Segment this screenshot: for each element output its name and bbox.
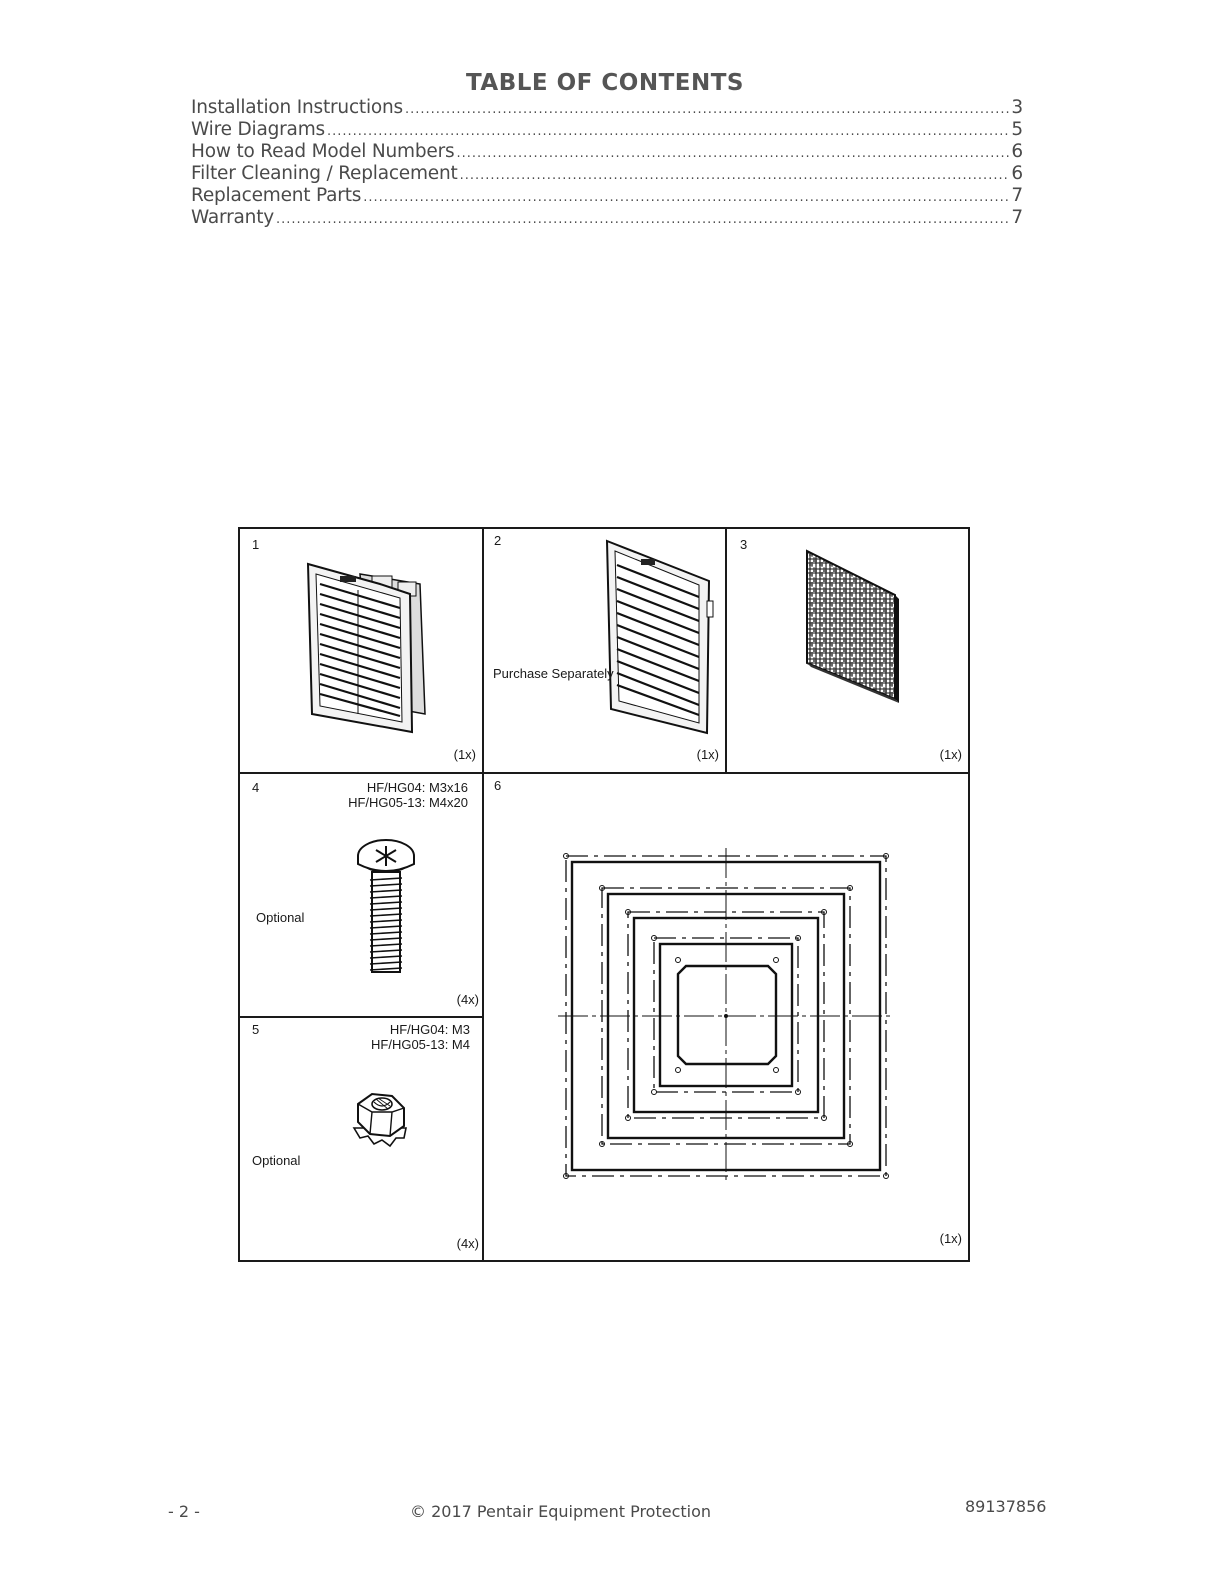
part-number: 3 [740, 537, 748, 552]
toc-entry-page: 3 [1011, 97, 1023, 118]
toc-entry-page: 6 [1011, 141, 1023, 162]
part-cell-5 [238, 1016, 484, 1262]
toc-entry-page: 7 [1011, 185, 1023, 206]
cutout-template-icon [558, 848, 894, 1184]
screw-icon [354, 838, 418, 976]
toc-leader-dots [460, 165, 1010, 187]
part-number: 5 [252, 1022, 260, 1037]
part-note: Optional [252, 1153, 301, 1168]
toc-entry[interactable] [191, 119, 1023, 141]
part-cell-4 [238, 772, 484, 1018]
toc-entry[interactable] [191, 141, 1023, 163]
part-quantity: (4x) [456, 992, 479, 1007]
part-note: Optional [256, 910, 305, 925]
toc-entry-page: 7 [1011, 207, 1023, 228]
part-cell-1 [238, 527, 484, 774]
part-spec-line: HF/HG04: M3 [389, 1022, 470, 1037]
part-cell-3 [725, 527, 970, 774]
toc-entry[interactable] [191, 97, 1023, 119]
filter-fan-icon [300, 554, 440, 734]
filter-mat-icon [803, 547, 903, 707]
table-of-contents [191, 97, 1023, 229]
part-quantity: (1x) [939, 747, 962, 762]
parts-grid [238, 527, 970, 1262]
toc-leader-dots [456, 143, 1009, 165]
toc-entry[interactable] [191, 207, 1023, 229]
toc-entry-label: Installation Instructions [191, 97, 403, 118]
toc-entry[interactable] [191, 163, 1023, 185]
copyright-text: © 2017 Pentair Equipment Protection [410, 1502, 712, 1521]
toc-entry-label: How to Read Model Numbers [191, 141, 455, 162]
part-number: 1 [252, 537, 260, 552]
toc-entry-label: Replacement Parts [191, 185, 362, 206]
toc-entry-label: Wire Diagrams [191, 119, 325, 140]
part-quantity: (4x) [456, 1236, 479, 1251]
toc-leader-dots [405, 99, 1009, 121]
part-quantity: (1x) [696, 747, 719, 762]
exhaust-grille-icon [599, 537, 719, 737]
part-number: 6 [494, 778, 502, 793]
part-spec [348, 780, 468, 810]
toc-title: TABLE OF CONTENTS [466, 70, 744, 96]
toc-leader-dots [363, 187, 1009, 209]
part-quantity: (1x) [939, 1231, 962, 1246]
part-cell-6 [482, 772, 970, 1262]
toc-leader-dots [276, 209, 1009, 231]
toc-leader-dots [327, 121, 1009, 143]
nut-icon [348, 1090, 412, 1150]
part-spec-line: HF/HG05-13: M4x20 [348, 795, 468, 810]
part-spec-line: HF/HG05-13: M4 [371, 1037, 470, 1052]
toc-entry-label: Warranty [191, 207, 274, 228]
part-spec-line: HF/HG04: M3x16 [366, 780, 468, 795]
toc-entry[interactable] [191, 185, 1023, 207]
document-number: 89137856 [965, 1497, 1047, 1516]
part-cell-2 [482, 527, 727, 774]
page-number: - 2 - [168, 1502, 200, 1521]
part-number: 4 [252, 780, 260, 795]
toc-entry-page: 6 [1011, 163, 1023, 184]
part-number: 2 [494, 533, 502, 548]
part-quantity: (1x) [453, 747, 476, 762]
part-spec [371, 1022, 470, 1052]
toc-entry-label: Filter Cleaning / Replacement [191, 163, 458, 184]
part-note: Purchase Separately [493, 666, 614, 681]
toc-entry-page: 5 [1011, 119, 1023, 140]
